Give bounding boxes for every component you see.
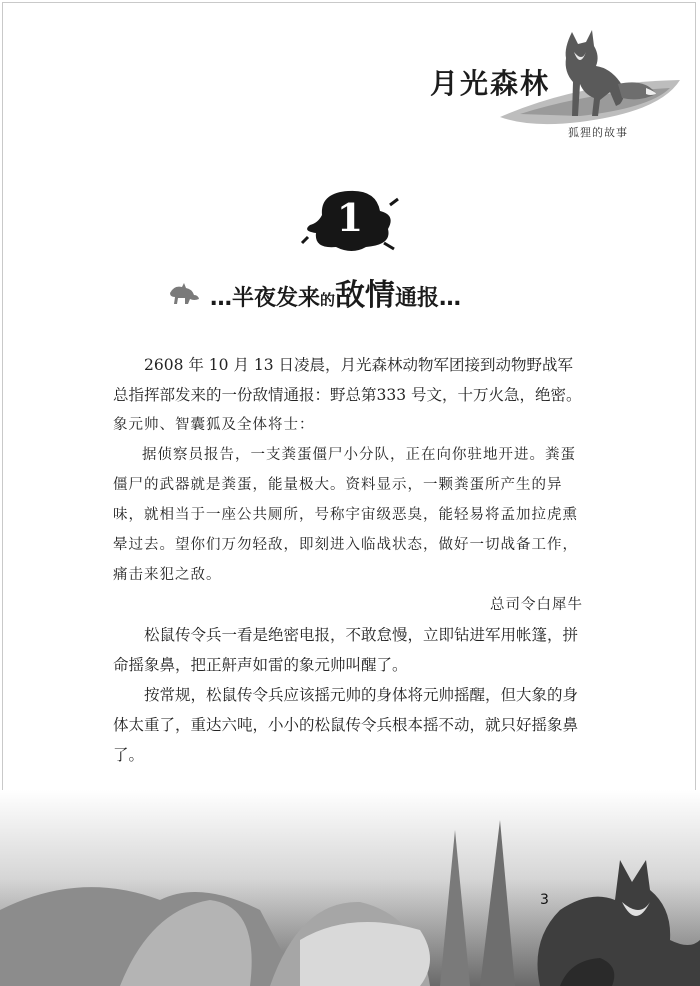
paragraph: 2608 年 10 月 13 日凌晨，月光森林动物军团接到动物野战军总指挥部发来的一份敌情通报：野总第333 号文，十万火急，绝密。 xyxy=(113,356,582,404)
chapter-number: 1 xyxy=(336,195,364,240)
fox-icon xyxy=(168,279,200,305)
body-text xyxy=(113,350,583,770)
telegram-body: 据侦察员报告，一支粪蛋僵尸小分队，正在向你驻地开进。粪蛋僵尸的武器就是粪蛋，能量极大。资料显示，一颗粪蛋所产生的异味，就相当于一座公共厕所，号称宇宙级恶臭，能轻易将孟加拉虎熏晕过去。望你们万勿轻敌，即刻进入临战状态，做好一切战备工作，痛击来犯之敌。 xyxy=(113,447,578,583)
telegram-signature: 总司令白犀牛 xyxy=(490,597,583,613)
series-title: 月光森林 xyxy=(430,67,551,100)
chapter-title-row xyxy=(168,272,461,312)
chapter-title-emphasis: 敌情 xyxy=(335,278,396,313)
chapter-title xyxy=(210,270,461,314)
forest-fox-illustration xyxy=(0,790,700,986)
series-subtitle: 狐狸的故事 xyxy=(568,126,628,139)
telegram-salutation: 象元帅、智囊狐及全体将士： xyxy=(113,417,315,433)
paragraph: 松鼠传令兵一看是绝密电报，不敢怠慢，立即钻进军用帐篷，拼命摇象鼻，把正鼾声如雷的象元帅叫醒了。 xyxy=(113,626,579,674)
chapter-title-suffix: 通报… xyxy=(395,286,462,311)
chapter-title-prefix: …半夜发来 xyxy=(210,286,321,311)
page-number: 3 xyxy=(540,892,549,908)
paragraph: 按常规，松鼠传令兵应该摇元帅的身体将元帅摇醒，但大象的身体太重了，重达六吨，小小的松鼠传令兵根本摇不动，就只好摇象鼻了。 xyxy=(113,686,579,764)
chapter-title-de: 的 xyxy=(320,291,336,309)
